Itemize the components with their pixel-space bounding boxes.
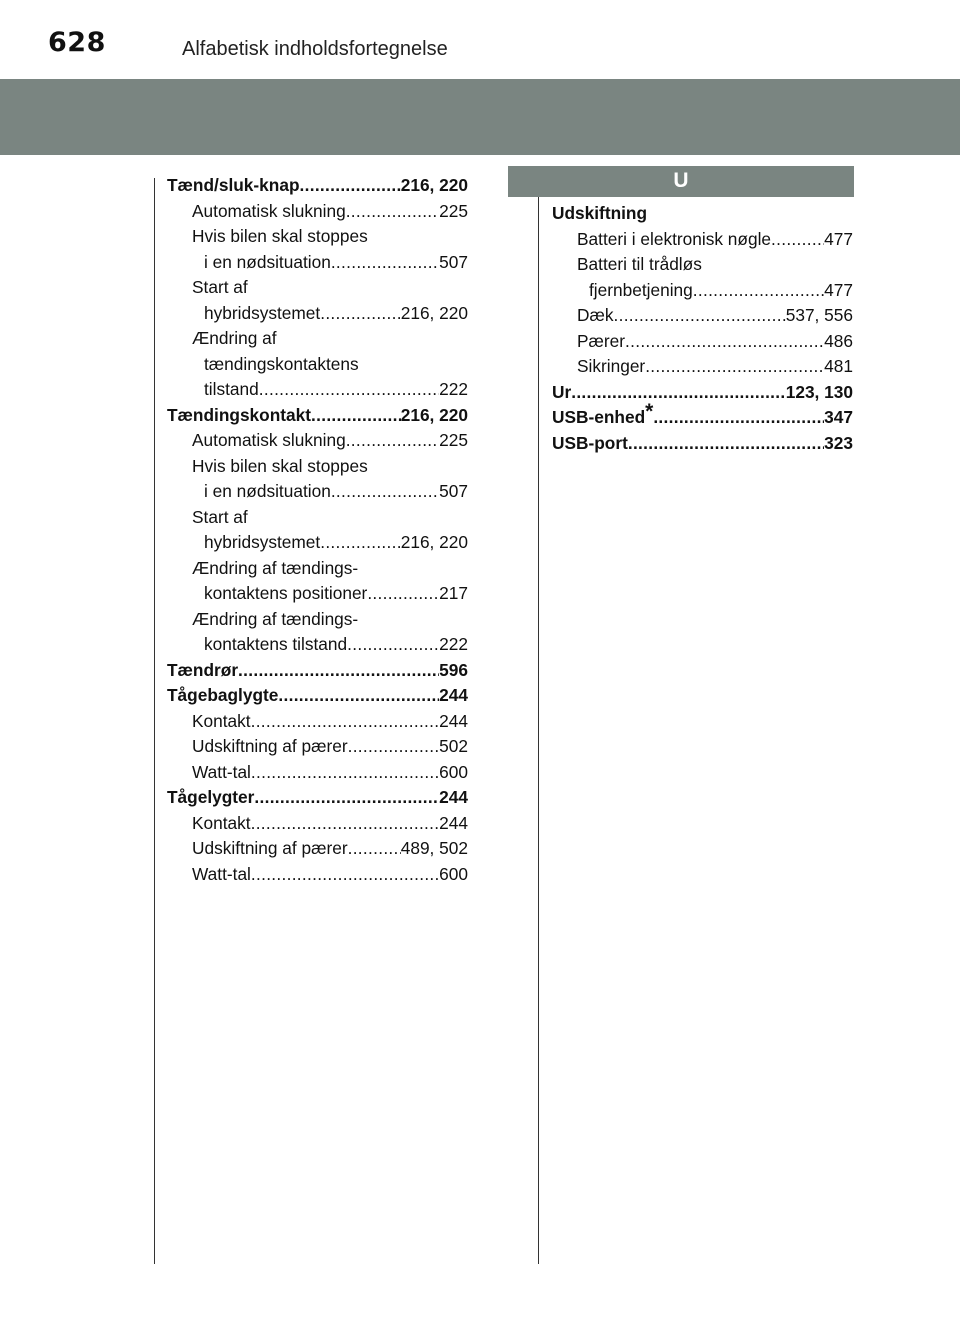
index-entry: USB-enhed* ..... 347	[552, 405, 853, 431]
index-subentry: Sikringer ..... 481	[552, 354, 853, 380]
section-letter-heading: U	[508, 166, 854, 197]
index-subentry: Automatisk slukning ..... 225	[167, 199, 468, 225]
index-subentry-continued: tændingskontaktens	[204, 353, 359, 374]
index-subentry: Dæk ..... 537, 556	[552, 303, 853, 329]
index-entry: Tænd/sluk-knap ..... 216, 220	[167, 173, 468, 199]
left-index-column	[167, 173, 468, 887]
entry-text: USB-enhed	[552, 407, 646, 427]
index-subentry-continued: hybridsystemet ..... 216, 220	[167, 530, 468, 556]
page-header	[0, 0, 960, 70]
index-subentry: Batteri i elektronisk nøgle ..... 477	[552, 227, 853, 253]
index-subentry: Watt-tal ..... 600	[167, 862, 468, 888]
footnote-asterisk: *	[645, 400, 654, 423]
index-subentry: Watt-tal ..... 600	[167, 760, 468, 786]
index-entry: Tændingskontakt ..... 216, 220	[167, 403, 468, 429]
index-subentry: Start af	[192, 506, 248, 527]
index-subentry: Pærer ..... 486	[552, 329, 853, 355]
index-subentry: Automatisk slukning ..... 225	[167, 428, 468, 454]
index-subentry-continued: i en nødsituation ..... 507	[167, 479, 468, 505]
index-entry: Tændrør ..... 596	[167, 658, 468, 684]
index-subentry: Hvis bilen skal stoppes	[192, 226, 368, 246]
index-entry: Tågebaglygte ..... 244	[167, 683, 468, 709]
index-entry: Ur ..... 123, 130	[552, 380, 853, 406]
index-subentry-continued: i en nødsituation ..... 507	[167, 250, 468, 276]
left-column-rule	[154, 178, 155, 1264]
index-subentry: Hvis bilen skal stoppes	[192, 455, 368, 476]
index-subentry-continued: tilstand ..... 222	[167, 377, 468, 403]
index-subentry: Ændring af	[192, 328, 277, 348]
index-subentry-continued: kontaktens tilstand ..... 222	[167, 632, 468, 658]
index-subentry: Udskiftning af pærer ..... 489, 502	[167, 836, 468, 862]
index-subentry-continued: fjernbetjening ..... 477	[552, 278, 853, 304]
index-subentry: Ændring af tændings-	[192, 557, 359, 578]
index-subentry-continued: hybridsystemet ..... 216, 220	[167, 301, 468, 327]
index-subentry-continued: kontaktens positioner ..... 217	[167, 581, 468, 607]
index-subentry: Udskiftning af pærer ..... 502	[167, 734, 468, 760]
page-number: 628	[48, 27, 106, 58]
index-subentry: Ændring af tændings-	[192, 608, 359, 629]
index-subentry: Start af	[192, 277, 248, 297]
index-entry: USB-port ..... 323	[552, 431, 853, 457]
header-band	[0, 79, 960, 155]
index-subentry: Kontakt ..... 244	[167, 811, 468, 837]
index-subentry: Kontakt ..... 244	[167, 709, 468, 735]
index-entry: Tågelygter ..... 244	[167, 785, 468, 811]
header-title: Alfabetisk indholdsfortegnelse	[182, 38, 448, 60]
index-entry: Udskiftning	[552, 203, 648, 223]
index-subentry: Batteri til trådløs	[577, 254, 702, 274]
right-index-column	[552, 201, 853, 456]
right-column-rule	[538, 178, 539, 1264]
